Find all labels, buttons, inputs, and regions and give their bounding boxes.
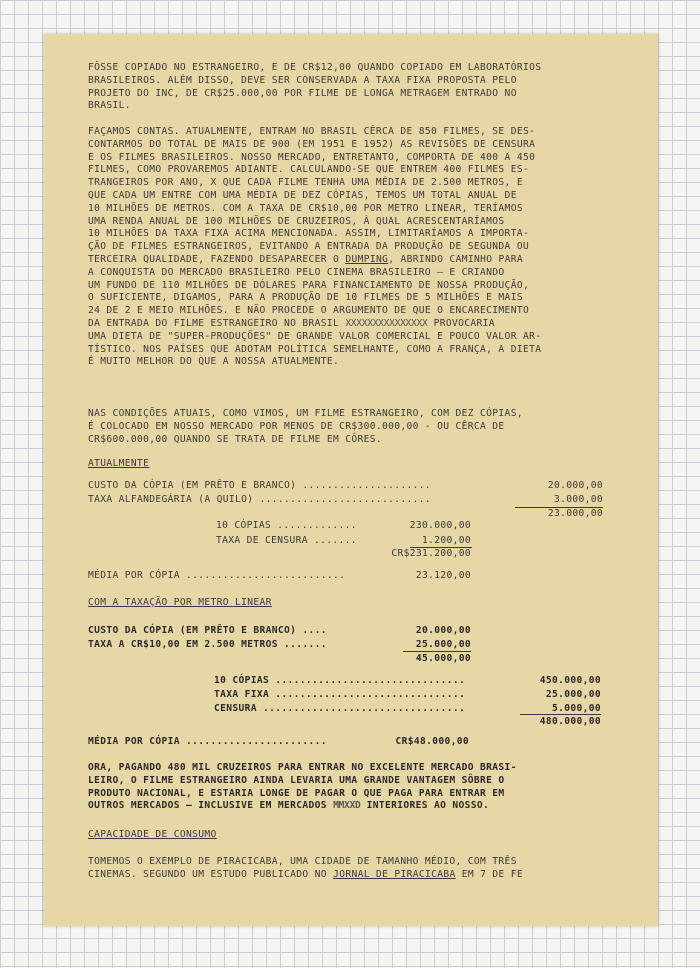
cost-row [88,653,471,665]
cost-label: CENSURA ................................. [214,703,466,714]
cost-value: 25.000,00 [415,639,471,650]
paragraph-2 [88,126,636,369]
text-line: ÇÃO DE FILMES ESTRANGEIROS, EVITANDO A ENTRADA DA PRODUÇÃO DE SEGUNDA OU [88,241,530,253]
text-segment: OUTROS MERCADOS — INCLUSIVE EM MERCADOS [88,800,327,812]
text-segment: INTERIORES AO NOSSO. [366,800,490,812]
text-line: ORA, PAGANDO 480 MIL CRUZEIROS PARA ENTRAR NO EXCELENTE MERCADO BRASI- [88,762,517,773]
text-line: TRANGEIROS POR ANO, X QUE CADA FILME TENHA UMA MÉDIA DE 2.500 METROS, E [88,177,523,189]
heading-taxacao: COM A TAXAÇÃO POR METRO LINEAR [88,597,272,608]
struck-out-text: MMXXD [333,800,361,812]
sum-rule [403,651,471,652]
cost-total: 23.000,00 [547,508,603,519]
cost-row [216,535,471,547]
text-line: CONTARMOS DO TOTAL DE MAIS DE 900 (EM 1951 E 1952) AS REVISÕES DE CENSURA [88,138,536,150]
text-line: TOMEMOS O EXEMPLO DE PIRACICABA, UMA CIDADE DE TAMANHO MÉDIO, COM TRÊS [88,856,517,867]
text-line: BRASILEIROS. ALÉM DISSO, DEVE SER CONSERVADA A TAXA FIXA PROPOSTA PELO [88,74,517,86]
cost-row [214,675,601,687]
text-line: QUE CADA UM ENTRE COM UMA MÉDIA DE DEZ CÓPIAS, TEMOS UM TOTAL ANUAL DE [88,189,517,201]
cost-value: 25.000,00 [545,689,601,700]
text-line: A CONQUISTA DO MERCADO BRASILEIRO PELO CINEMA BRASILEIRO — E CRIANDO [88,266,505,278]
text-line [88,318,636,331]
text-segment: EM 7 DE FE [461,868,523,880]
struck-out-text: XXXXXXXXXXXXXXX [345,317,428,329]
text-line: PRODUTO NACIONAL, E ESTARIA LONGE DE PAGAR O QUE PAGA PARA ENTRAR EM [88,787,505,799]
cost-value: 3.000,00 [553,494,603,505]
text-line: UM FUNDO DE 110 MILHÕES DE DÓLARES PARA FINANCIAMENTO DE NOSSA PRODUÇÃO, [88,279,530,291]
text-line: NAS CONDIÇÕES ATUAIS, COMO VIMOS, UM FILME ESTRANGEIRO, COM DEZ CÓPIAS, [88,408,523,419]
cost-total: 480.000,00 [539,716,601,727]
cost-label: TAXA DE CENSURA ....... [216,535,357,546]
text-line: 24 DE 2 E MEIO MILHÕES. E NÃO PROCEDE O ARGUMENTO DE QUE O ENCARECIMENTO [88,305,530,317]
sum-rule [520,714,601,715]
cost-label: 10 CÓPIAS ............. [216,520,357,531]
cost-label: TAXA ALFANDEGÁRIA (A QUILO) ............................ [88,494,432,505]
cost-value: 20.000,00 [547,480,603,491]
text-line: 10 MILHÕES DE METROS. COM A TAXA DE CR$10,00 POR METRO LINEAR, TERÍAMOS [88,202,523,214]
text-line: PROJETO DO INC, DE CR$25.000,00 POR FILME DE LONGA METRAGEM ENTRADO NO [88,87,517,99]
paragraph-5 [88,856,636,882]
text-segment: PROVOCARIA [433,317,495,329]
text-line: TÍSTICO. NOS PAÍSES QUE ADOTAM POLÍTICA SEMELHANTE, COMO A FRANÇA, A DIETA [88,343,542,355]
text-segment: CINEMAS. SEGUNDO UM ESTUDO PUBLICADO NO [88,868,327,880]
paragraph-3 [88,408,636,446]
text-line: FÔSSE COPIADO NO ESTRANGEIRO, E DE CR$12,00 QUANDO COPIADO EM LABORATÓRIOS [88,62,542,73]
dumping-underlined: DUMPING [345,253,389,265]
text-segment: DA ENTRADA DO FILME ESTRANGEIRO NO BRASIL [88,317,340,329]
cost-value: 20.000,00 [415,625,471,636]
cost-label: MÉDIA POR CÓPIA .......................... [88,570,346,581]
average-row [88,736,469,748]
cost-value: 230.000,00 [409,520,471,531]
text-line: FILMES, COMO PROVAREMOS ADIANTE. CALCULANDO-SE QUE ENTREM 400 FILMES ES- [88,164,530,176]
cost-row [88,494,603,506]
heading-capacidade: CAPACIDADE DE CONSUMO [88,829,217,840]
text-segment: TERCEIRA QUALIDADE, FAZENDO DESAPARECER O [88,253,340,265]
typewritten-page [44,34,658,926]
cost-label: CUSTO DA CÓPIA (EM PRÊTO E BRANCO) .... [88,625,327,636]
cost-row [214,716,601,728]
cost-value: 1.200,00 [421,535,471,546]
cost-row [88,625,471,637]
journal-title: JORNAL DE PIRACICABA [333,868,456,880]
cost-row [88,639,471,651]
cost-row [216,520,471,532]
text-line [88,254,636,267]
text-line: UMA RENDA ANUAL DE 100 MILHÕES DE CRUZEIROS, À QUAL ACRESCENTARÍAMOS [88,215,505,227]
text-line: LEIRO, O FILME ESTRANGEIRO AINDA LEVARIA UMA GRANDE VANTAGEM SÔBRE O [88,774,505,786]
cost-total: 45.000,00 [415,653,471,664]
cost-label: CUSTO DA CÓPIA (EM PRÊTO E BRANCO) ..................... [88,480,432,491]
heading-atualmente: ATUALMENTE [88,458,150,469]
cost-total: CR$231.200,00 [391,548,471,559]
cost-row [88,508,603,520]
text-line: FAÇAMOS CONTAS. ATUALMENTE, ENTRAM NO BRASIL CÊRCA DE 850 FILMES, SE DES- [88,126,536,137]
text-line: 10 MILHÕES DA TAXA FIXA ACIMA MENCIONADA. ASSIM, LIMITARÍAMOS A IMPORTA- [88,228,530,240]
text-segment: , ABRINDO CAMINHO PARA [388,253,523,265]
paragraph-1 [88,62,636,113]
cost-label: MÉDIA POR CÓPIA ....................... [88,736,327,747]
text-line: É COLOCADO EM NOSSO MERCADO POR MENOS DE CR$300.000,00 - OU CÊRCA DE [88,420,505,432]
paragraph-4 [88,762,636,813]
text-line: É MUITO MELHOR DO QUE A NOSSA ATUALMENTE. [88,356,340,368]
cost-row [214,689,601,701]
text-line: BRASIL. [88,100,131,112]
cost-label: 10 CÓPIAS ............................... [214,675,466,686]
cost-label: TAXA FIXA ............................... [214,689,466,700]
average-row [88,570,471,582]
text-line [88,869,636,882]
text-line: UMA DIETA DE "SUPER-PRODUÇÕES" DE GRANDE VALOR COMERCIAL E POUCO VALOR AR- [88,330,542,342]
cost-label: TAXA A CR$10,00 EM 2.500 METROS ....... [88,639,327,650]
cost-value: 5.000,00 [551,703,601,714]
text-line: O SUFICIENTE, DIGAMOS, PARA A PRODUÇÃO DE 10 FILMES DE 5 MILHÕES E MAIS [88,292,523,304]
cost-row [216,548,471,560]
cost-value: 450.000,00 [539,675,601,686]
document-body [44,34,658,926]
cost-value: CR$48.000,00 [395,736,469,747]
cost-row [88,480,603,492]
text-line: E OS FILMES BRASILEIROS. NOSSO MERCADO, ENTRETANTO, COMPORTA DE 400 A 450 [88,151,536,163]
text-line [88,800,636,813]
text-line: CR$600.000,00 QUANDO SE TRATA DE FILME EM CÔRES. [88,433,383,445]
cost-value: 23.120,00 [415,570,471,581]
